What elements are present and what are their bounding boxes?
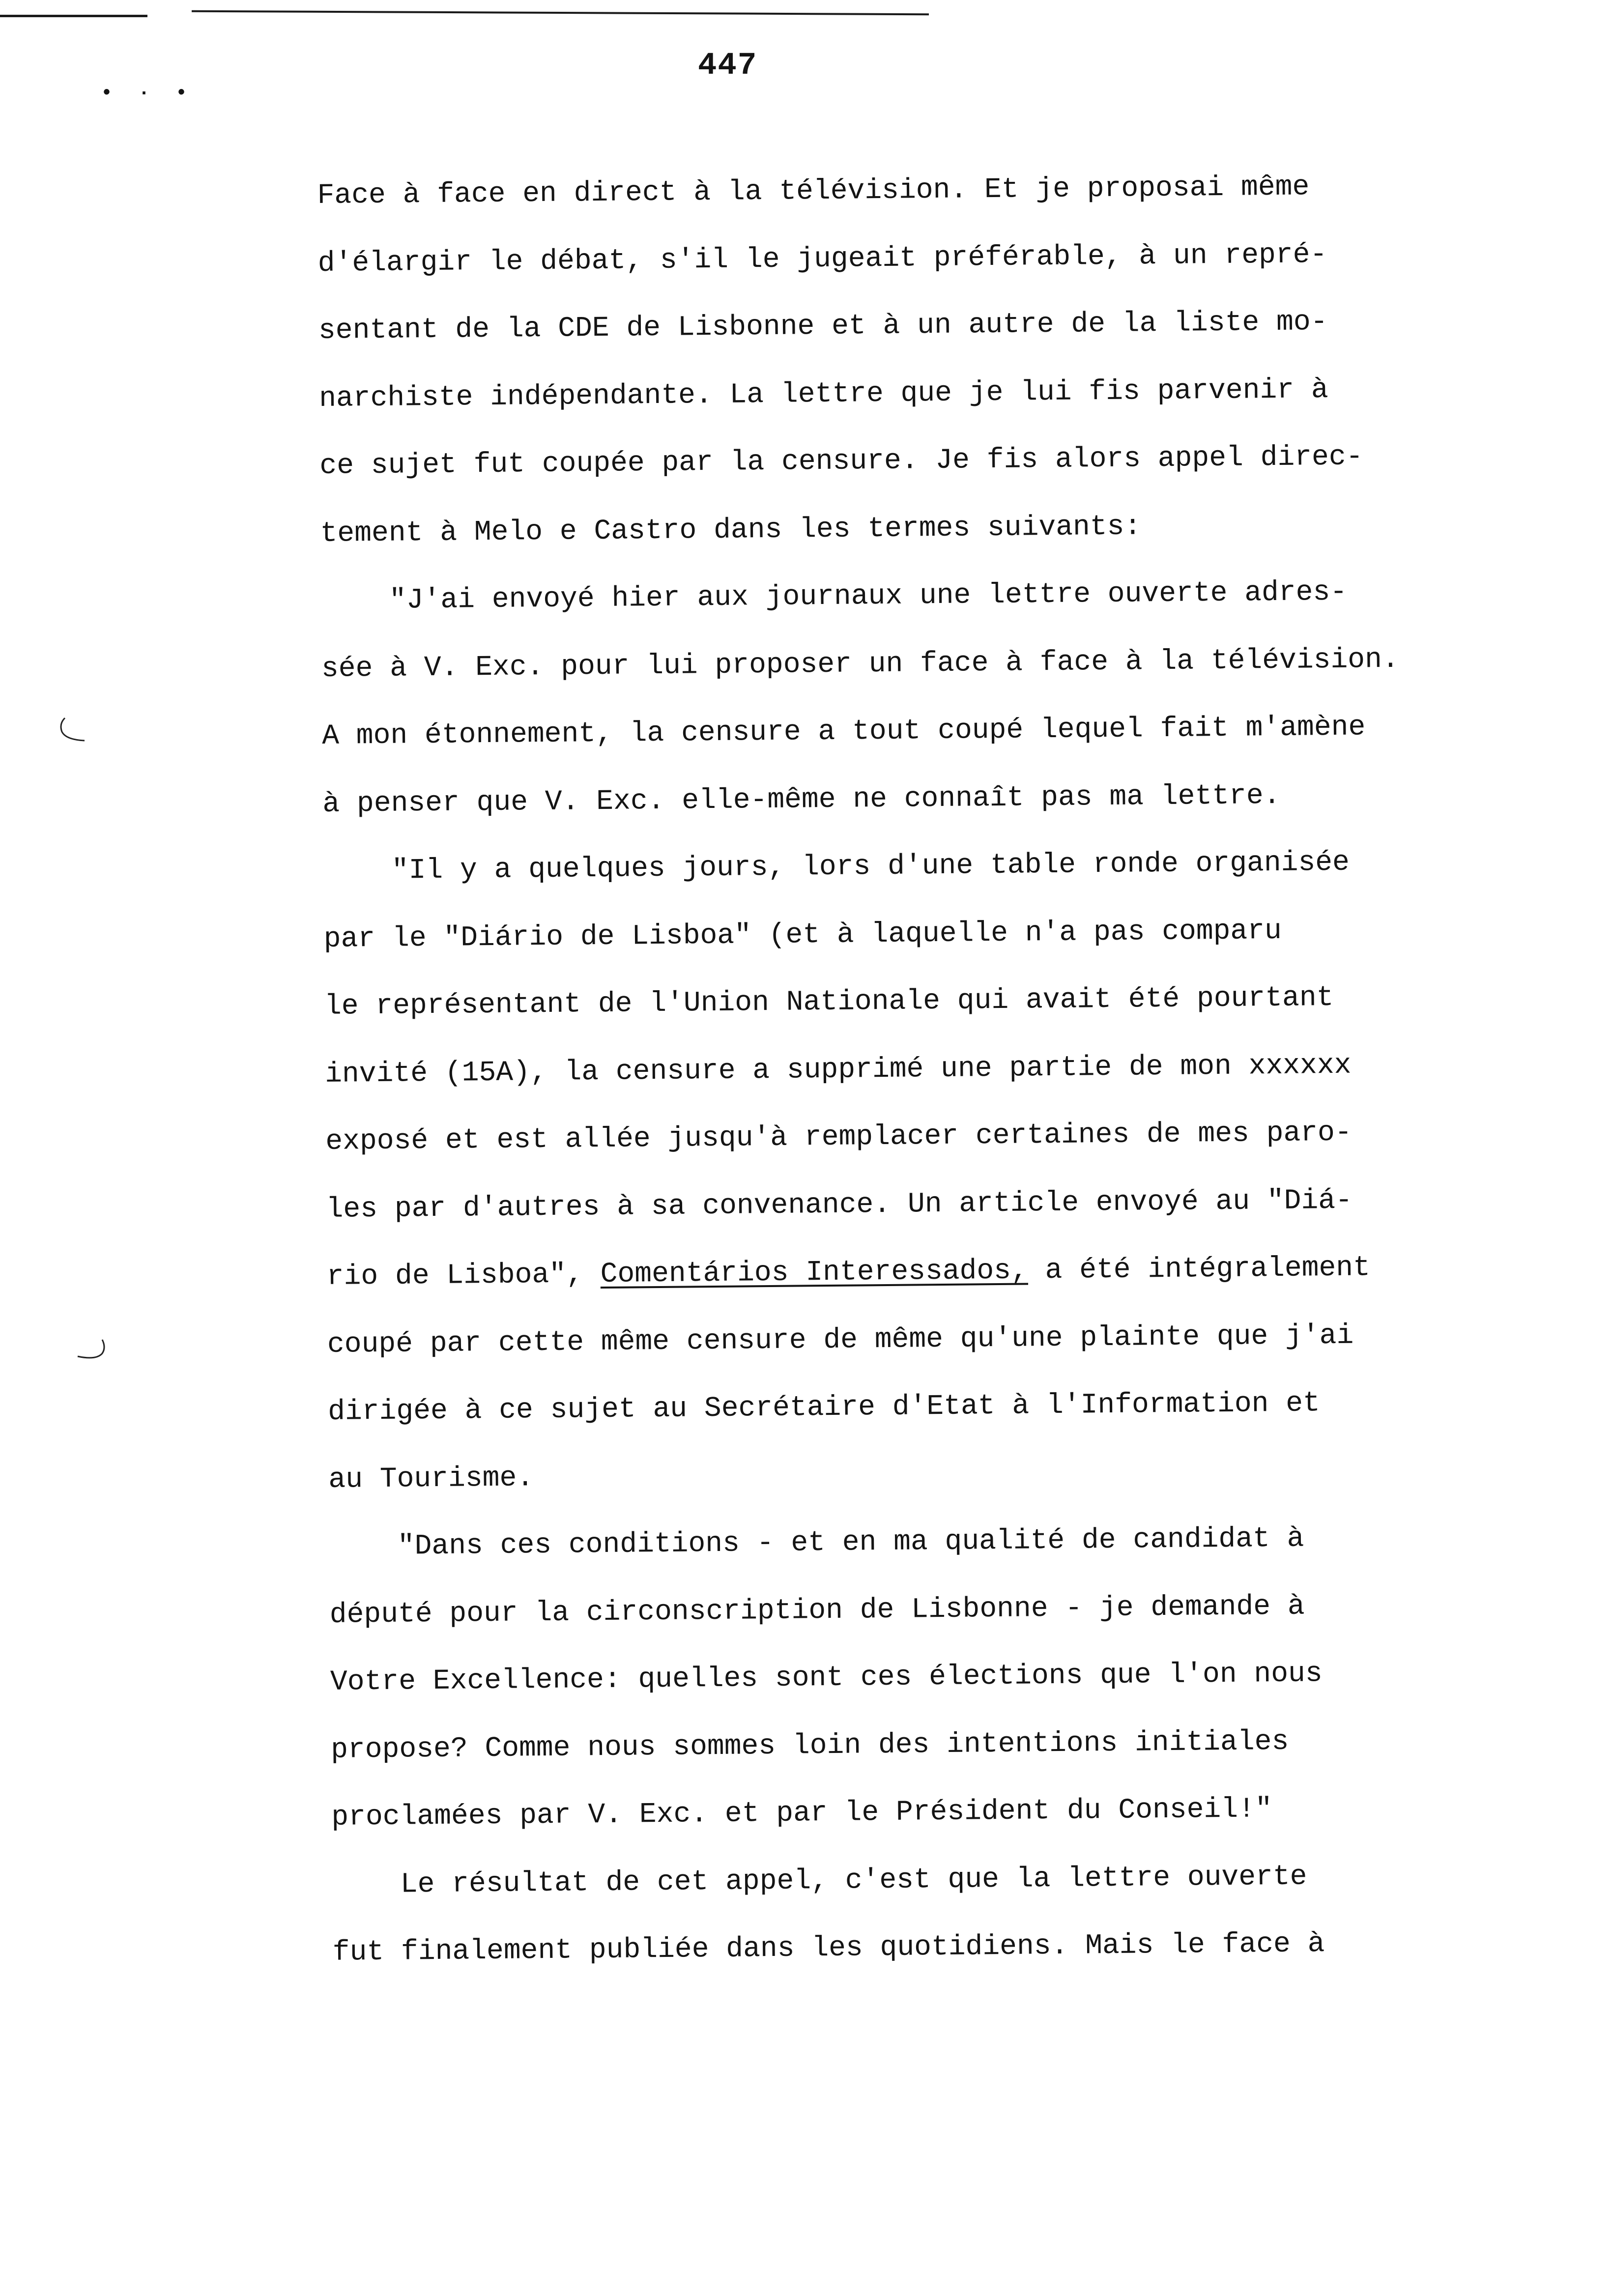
text-line: au Tourisme. <box>328 1462 534 1496</box>
text-line: sée à V. Exc. pour lui proposer un face à face à la télévision. <box>321 643 1399 685</box>
text-line: député pour la circonscription de Lisbonne - je demande à <box>329 1590 1305 1631</box>
text-line: fut finalement publiée dans les quotidiens. Mais le face à <box>332 1928 1325 1969</box>
margin-bracket-mark <box>54 715 88 745</box>
margin-bracket-mark <box>74 1337 108 1366</box>
corner-mark: • · • <box>101 83 195 105</box>
text-line: à penser que V. Exc. elle-même ne connaît pas ma lettre. <box>322 779 1281 820</box>
text-line: le représentant de l'Union Nationale qui avait été pourtant <box>324 982 1334 1023</box>
text-line: Le résultat de cet appel, c'est que la lettre ouverte <box>332 1861 1307 1901</box>
text-line <box>326 1233 1585 1311</box>
text-segment: rio de Lisboa", <box>326 1259 601 1293</box>
top-rule-center <box>192 10 929 16</box>
page-number: 447 <box>698 48 758 84</box>
text-line: par le "Diário de Lisboa" (et à laquelle n'a pas comparu <box>323 915 1282 955</box>
text-line: "Dans ces conditions - et en ma qualité de candidat à <box>329 1522 1304 1563</box>
text-line: narchiste indépendante. La lettre que je lui fis parvenir à <box>318 373 1328 415</box>
text-line: tement à Melo e Castro dans les termes suivants: <box>320 510 1142 550</box>
text-line: propose? Comme nous sommes loin des intentions initiales <box>330 1725 1289 1766</box>
text-line: sentant de la CDE de Lisbonne et à un autre de la liste mo- <box>318 306 1328 347</box>
text-line: les par d'autres à sa convenance. Un article envoyé au "Diá- <box>326 1184 1353 1226</box>
body-text <box>317 151 1591 1987</box>
text-line: "Il y a quelques jours, lors d'une table ronde organisée <box>323 846 1350 888</box>
text-line: ce sujet fut coupée par la censure. Je fis alors appel direc- <box>319 441 1363 482</box>
text-segment: a été intégralement <box>1028 1252 1371 1287</box>
text-line: Votre Excellence: quelles sont ces élections que l'on nous <box>330 1658 1323 1698</box>
top-rule-left <box>0 15 147 17</box>
underlined-title: Comentários Interessados, <box>600 1255 1029 1291</box>
text-line: invité (15A), la censure a supprimé une partie de mon xxxxxx <box>324 1049 1352 1091</box>
text-line: Face à face en direct à la télévision. Et je proposai même <box>317 171 1310 212</box>
text-line: d'élargir le débat, s'il le jugeait préférable, à un repré- <box>317 238 1327 280</box>
text-line: coupé par cette même censure de même qu'une plainte que j'ai <box>327 1320 1354 1361</box>
text-line: proclamées par V. Exc. et par le Président du Conseil!" <box>331 1793 1272 1834</box>
text-line: A mon étonnement, la censure a tout coupé lequel fait m'amène <box>321 711 1366 752</box>
text-line: dirigée à ce sujet au Secrétaire d'Etat à l'Information et <box>327 1387 1321 1428</box>
text-line: exposé et est allée jusqu'à remplacer certaines de mes paro- <box>325 1117 1352 1158</box>
text-line: "J'ai envoyé hier aux journaux une lettre ouverte adres- <box>320 576 1348 617</box>
